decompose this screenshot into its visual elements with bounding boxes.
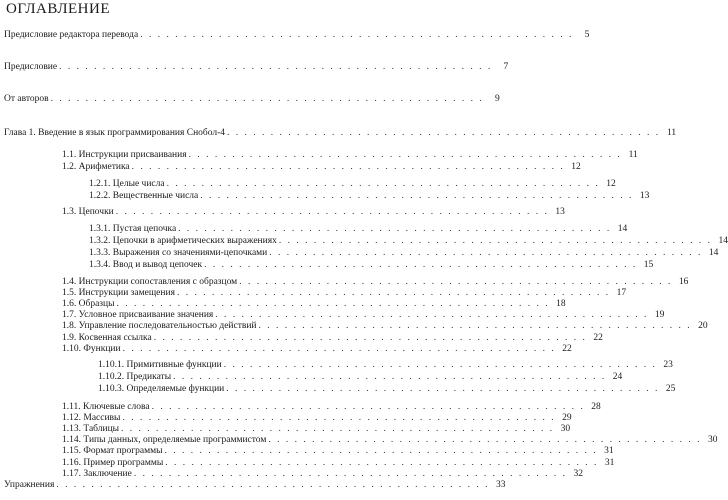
toc-entry xyxy=(89,235,728,247)
dot-leader: . . . . . . . . . . . . . . . . . . . . . . . . . . . . . . . . . . . . . . . . . . . . . . . . . . xyxy=(166,179,600,189)
toc-entry-page: 20 xyxy=(698,321,708,331)
dot-leader: . . . . . . . . . . . . . . . . . . . . . . . . . . . . . . . . . . . . . . . . . . . . . . . . . . xyxy=(165,458,599,468)
toc-entry-page: 24 xyxy=(612,372,623,382)
toc-entry xyxy=(4,29,590,41)
toc-entry-page: 11 xyxy=(667,128,677,138)
toc-entry-title: 1.10.2. Предикаты xyxy=(98,372,172,382)
toc-entry-title: 1.10.1. Примитивные функции xyxy=(98,360,222,370)
toc-entry xyxy=(4,127,677,139)
toc-entry xyxy=(98,371,623,383)
toc-entry xyxy=(98,359,673,371)
toc-entry-title: 1.3.2. Цепочки в арифметических выражениях xyxy=(89,236,277,246)
toc-entry-title: Предисловие xyxy=(4,62,58,72)
toc-title: ОГЛАВЛЕНИЕ xyxy=(6,1,110,17)
toc-entry xyxy=(89,190,650,202)
toc-entry-page: 7 xyxy=(503,62,509,72)
toc-entry xyxy=(62,161,581,173)
toc-entry-page: 12 xyxy=(571,162,581,172)
dot-leader: . . . . . . . . . . . . . . . . . . . . . . . . . . . . . . . . . . . . . . . . . . . . . . . . . . xyxy=(173,372,607,382)
toc-entry-title: 1.12. Массивы xyxy=(62,413,121,423)
toc-entry-title: 1.1. Инструкции присваивания xyxy=(62,150,187,160)
toc-entry-title: 1.5. Инструкции замещения xyxy=(62,288,175,298)
dot-leader: . . . . . . . . . . . . . . . . . . . . . . . . . . . . . . . . . . . . . . . . . . . . . . . . . . xyxy=(188,150,622,160)
toc-entry-title: 1.9. Косвенная ссылка xyxy=(62,333,152,343)
toc-entry-page: 15 xyxy=(643,260,654,270)
dot-leader: . . . . . . . . . . . . . . . . . . . . . . . . . . . . . . . . . . . . . . . . . . . . . . . . . . xyxy=(50,94,484,104)
dot-leader: . . . . . . . . . . . . . . . . . . . . . . . . . . . . . . . . . . . . . . . . . . . . . . . . . . xyxy=(164,446,598,456)
toc-entry-page: 22 xyxy=(593,333,603,343)
dot-leader: . . . . . . . . . . . . . . . . . . . . . . . . . . . . . . . . . . . . . . . . . . . . . . . . . . xyxy=(239,277,673,287)
toc-entry-title: Упражнения xyxy=(4,480,55,490)
toc-entry-title: 1.17. Заключение xyxy=(62,469,132,479)
toc-entry-title: 1.13. Таблицы xyxy=(62,424,120,434)
dot-leader: . . . . . . . . . . . . . . . . . . . . . . . . . . . . . . . . . . . . . . . . . . . . . . . . . . xyxy=(122,413,556,423)
toc-entry-title: Предисловие редактора перевода xyxy=(4,30,139,40)
dot-leader: . . . . . . . . . . . . . . . . . . . . . . . . . . . . . . . . . . . . . . . . . . . . . . . . . . xyxy=(131,162,565,172)
dot-leader: . . . . . . . . . . . . . . . . . . . . . . . . . . . . . . . . . . . . . . . . . . . . . . . . . . xyxy=(278,236,712,246)
dot-leader: . . . . . . . . . . . . . . . . . . . . . . . . . . . . . . . . . . . . . . . . . . . . . . . . . . xyxy=(227,128,661,138)
toc-entry-title: 1.2. Арифметика xyxy=(62,162,130,172)
dot-leader: . . . . . . . . . . . . . . . . . . . . . . . . . . . . . . . . . . . . . . . . . . . . . . . . . . xyxy=(140,30,574,40)
toc-entry xyxy=(4,479,506,491)
toc-entry-title: От авторов xyxy=(4,94,49,104)
toc-entry-title: 1.7. Условное присваивание значения xyxy=(62,310,214,320)
toc-entry-page: 13 xyxy=(555,207,565,217)
toc-entry-page: 22 xyxy=(562,344,572,354)
toc-entry-title: 1.16. Пример программы xyxy=(62,458,164,468)
toc-entry-page: 32 xyxy=(573,469,583,479)
toc-entry-title: 1.10. Функции xyxy=(62,344,121,354)
dot-leader: . . . . . . . . . . . . . . . . . . . . . . . . . . . . . . . . . . . . . . . . . . . . . . . . . . xyxy=(204,260,638,270)
toc-entry-page: 25 xyxy=(665,384,676,394)
dot-leader: . . . . . . . . . . . . . . . . . . . . . . . . . . . . . . . . . . . . . . . . . . . . . . . . . . xyxy=(122,344,556,354)
dot-leader: . . . . . . . . . . . . . . . . . . . . . . . . . . . . . . . . . . . . . . . . . . . . . . . . . . xyxy=(223,360,657,370)
toc-entry-page: 30 xyxy=(560,424,571,434)
toc-entry-title: 1.15. Формат программы xyxy=(62,446,163,456)
toc-entry-page: 30 xyxy=(708,435,718,445)
toc-entry-page: 33 xyxy=(495,480,506,490)
dot-leader: . . . . . . . . . . . . . . . . . . . . . . . . . . . . . . . . . . . . . . . . . . . . . . . . . . xyxy=(151,402,585,412)
dot-leader: . . . . . . . . . . . . . . . . . . . . . . . . . . . . . . . . . . . . . . . . . . . . . . . . . . xyxy=(133,469,567,479)
toc-entry xyxy=(89,178,616,190)
toc-entry-page: 13 xyxy=(639,191,650,201)
toc-entry-page: 14 xyxy=(617,224,628,234)
dot-leader: . . . . . . . . . . . . . . . . . . . . . . . . . . . . . . . . . . . . . . . . . . . . . . . . . . xyxy=(59,62,493,72)
toc-entry xyxy=(89,259,654,271)
toc-entry-page: 23 xyxy=(663,360,673,370)
toc-entry-page: 29 xyxy=(562,413,572,423)
toc-entry-page: 14 xyxy=(708,248,719,258)
toc-entry xyxy=(89,247,719,259)
dot-leader: . . . . . . . . . . . . . . . . . . . . . . . . . . . . . . . . . . . . . . . . . . . . . . . . . . xyxy=(115,207,549,217)
dot-leader: . . . . . . . . . . . . . . . . . . . . . . . . . . . . . . . . . . . . . . . . . . . . . . . . . . xyxy=(153,333,587,343)
toc-entry xyxy=(62,206,565,218)
toc-entry-title: 1.3. Цепочки xyxy=(62,207,114,217)
toc-entry-page: 9 xyxy=(495,94,500,104)
dot-leader: . . . . . . . . . . . . . . . . . . . . . . . . . . . . . . . . . . . . . . . . . . . . . . . . . . xyxy=(56,480,490,490)
toc-entry-page: 28 xyxy=(591,402,601,412)
toc-entry xyxy=(4,93,500,105)
toc-entry-page: 5 xyxy=(584,30,590,40)
dot-leader: . . . . . . . . . . . . . . . . . . . . . . . . . . . . . . . . . . . . . . . . . . . . . . . . . . xyxy=(200,191,634,201)
dot-leader: . . . . . . . . . . . . . . . . . . . . . . . . . . . . . . . . . . . . . . . . . . . . . . . . . . xyxy=(226,384,660,394)
toc-entry-page: 17 xyxy=(616,288,627,298)
toc-entry-title: 1.14. Типы данных, определяемые программистом xyxy=(62,435,267,445)
toc-entry xyxy=(62,343,572,355)
toc-entry-title: 1.8. Управление последовательностью действий xyxy=(62,321,257,331)
toc-entry xyxy=(89,223,628,235)
dot-leader: . . . . . . . . . . . . . . . . . . . . . . . . . . . . . . . . . . . . . . . . . . . . . . . . . . xyxy=(258,321,692,331)
toc-entry-title: 1.6. Образцы xyxy=(62,299,115,309)
toc-entry-page: 18 xyxy=(556,299,566,309)
toc-entry-page: 31 xyxy=(604,446,614,456)
toc-entry-title: 1.3.3. Выражения со значениями-цепочками xyxy=(89,248,268,258)
toc-entry xyxy=(98,383,676,395)
toc-entry xyxy=(4,61,509,73)
toc-entry-title: 1.2.2. Вещественные числа xyxy=(89,191,199,201)
toc-entry-title: Глава 1. Введение в язык программирования Снобол-4 xyxy=(4,128,226,138)
toc-entry xyxy=(62,320,708,332)
toc-entry-page: 12 xyxy=(606,179,616,189)
toc-entry-title: 1.4. Инструкции сопоставления с образцом xyxy=(62,277,238,287)
toc-entry-title: 1.2.1. Целые числа xyxy=(89,179,165,189)
dot-leader: . . . . . . . . . . . . . . . . . . . . . . . . . . . . . . . . . . . . . . . . . . . . . . . . . . xyxy=(215,310,649,320)
toc-entry-page: 11 xyxy=(628,150,638,160)
toc-entry-page: 14 xyxy=(718,236,728,246)
dot-leader: . . . . . . . . . . . . . . . . . . . . . . . . . . . . . . . . . . . . . . . . . . . . . . . . . . xyxy=(176,288,611,298)
toc-entry-page: 31 xyxy=(604,458,615,468)
toc-entry-title: 1.3.1. Пустая цепочка xyxy=(89,224,177,234)
dot-leader: . . . . . . . . . . . . . . . . . . . . . . . . . . . . . . . . . . . . . . . . . . . . . . . . . . xyxy=(269,248,703,258)
dot-leader: . . . . . . . . . . . . . . . . . . . . . . . . . . . . . . . . . . . . . . . . . . . . . . . . . . xyxy=(268,435,702,445)
toc-entry-page: 16 xyxy=(678,277,689,287)
toc-entry-page: 19 xyxy=(654,310,665,320)
toc-entry-title: 1.11. Ключевые слова xyxy=(62,402,150,412)
dot-leader: . . . . . . . . . . . . . . . . . . . . . . . . . . . . . . . . . . . . . . . . . . . . . . . . . . xyxy=(121,424,555,434)
dot-leader: . . . . . . . . . . . . . . . . . . . . . . . . . . . . . . . . . . . . . . . . . . . . . . . . . . xyxy=(116,299,550,309)
dot-leader: . . . . . . . . . . . . . . . . . . . . . . . . . . . . . . . . . . . . . . . . . . . . . . . . . . xyxy=(178,224,612,234)
toc-entry-title: 1.10.3. Определяемые функции xyxy=(98,384,225,394)
toc-entry xyxy=(62,149,638,161)
toc-entry-title: 1.3.4. Ввод и вывод цепочек xyxy=(89,260,203,270)
toc-entry xyxy=(62,445,614,457)
